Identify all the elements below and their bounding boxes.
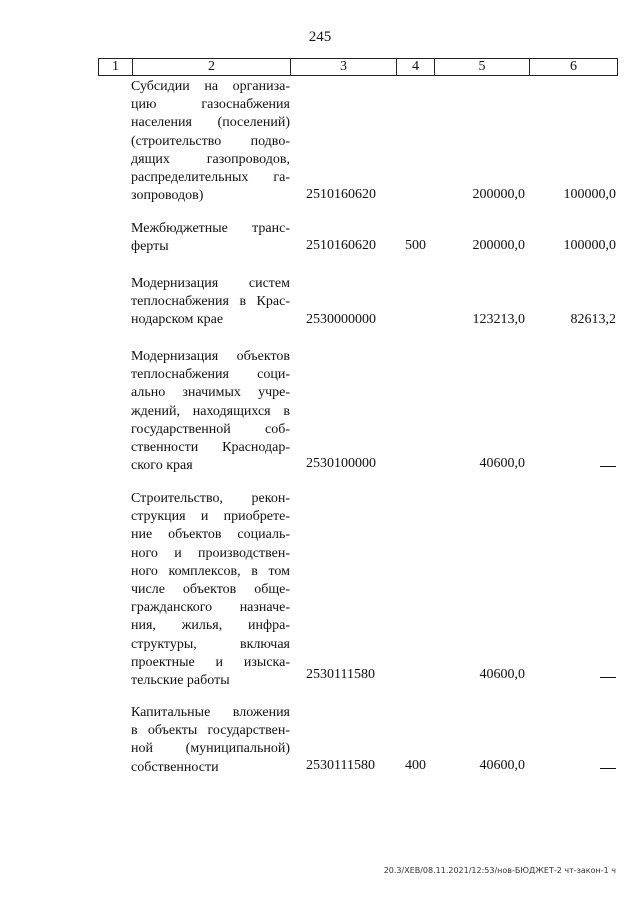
- row-code: 2510160620: [306, 238, 376, 253]
- header-cell-2: 2: [208, 59, 215, 74]
- row-expense-type: 400: [405, 758, 426, 773]
- row-expense-type: 500: [405, 238, 426, 253]
- row-code: 2530000000: [306, 312, 376, 327]
- row-amount-col5: 200000,0: [472, 238, 525, 253]
- document-footer-stamp: 20.3/ХЕВ/08.11.2021/12:53/нов-БЮДЖЕТ-2 чт-закон-1 ч: [383, 866, 616, 875]
- row-amount-col5: 40600,0: [479, 758, 525, 773]
- row-code: 2530100000: [306, 456, 376, 471]
- row-amount-col6-dash: [600, 677, 616, 678]
- row-description: Субсидии на организа- цию газоснабжения населения (поселений) (строительство подво- дящих газопроводов, распределительных га- зопроводов): [131, 79, 290, 204]
- row-amount-col6: 100000,0: [563, 187, 616, 202]
- row-amount-col6: 82613,2: [570, 312, 616, 327]
- row-description: Модернизация систем теплоснабжения в Крас- нодарском крае: [131, 276, 290, 328]
- row-description: Строительство, рекон- струкция и приобрете- ние объектов социаль- ного и производствен- ного комплексов, в том числе объектов обще- гражданского назначе- ния, жилья, инфра- структуры, включая проектные и изыска- тельские работы: [131, 491, 290, 689]
- row-description: Капитальные вложения в объекты государствен- ной (муниципальной) собственности: [131, 705, 290, 775]
- header-cell-4: 4: [412, 59, 419, 74]
- header-cell-5: 5: [478, 59, 486, 74]
- row-amount-col6: 100000,0: [563, 238, 616, 253]
- row-amount-col6-dash: [600, 768, 616, 769]
- row-amount-col5: 40600,0: [479, 456, 525, 471]
- row-amount-col5: 200000,0: [472, 187, 525, 202]
- table-header-row: [98, 58, 618, 76]
- header-cell-1: 1: [112, 59, 119, 74]
- row-code: 2530111580: [306, 758, 375, 773]
- row-amount-col5: 40600,0: [479, 667, 525, 682]
- row-description: Модернизация объектов теплоснабжения соци- ально значимых учре- ждений, находящихся в государственной соб- ственности Краснодар- ского края: [131, 349, 290, 474]
- page-number: 245: [308, 29, 332, 45]
- row-code: 2530111580: [306, 667, 375, 682]
- row-description: Межбюджетные транс- ферты: [131, 221, 290, 255]
- header-cell-6: 6: [570, 59, 577, 74]
- header-cell-3: 3: [340, 59, 347, 74]
- row-amount-col6-dash: [600, 466, 616, 467]
- row-amount-col5: 123213,0: [472, 312, 525, 327]
- row-code: 2510160620: [306, 187, 376, 202]
